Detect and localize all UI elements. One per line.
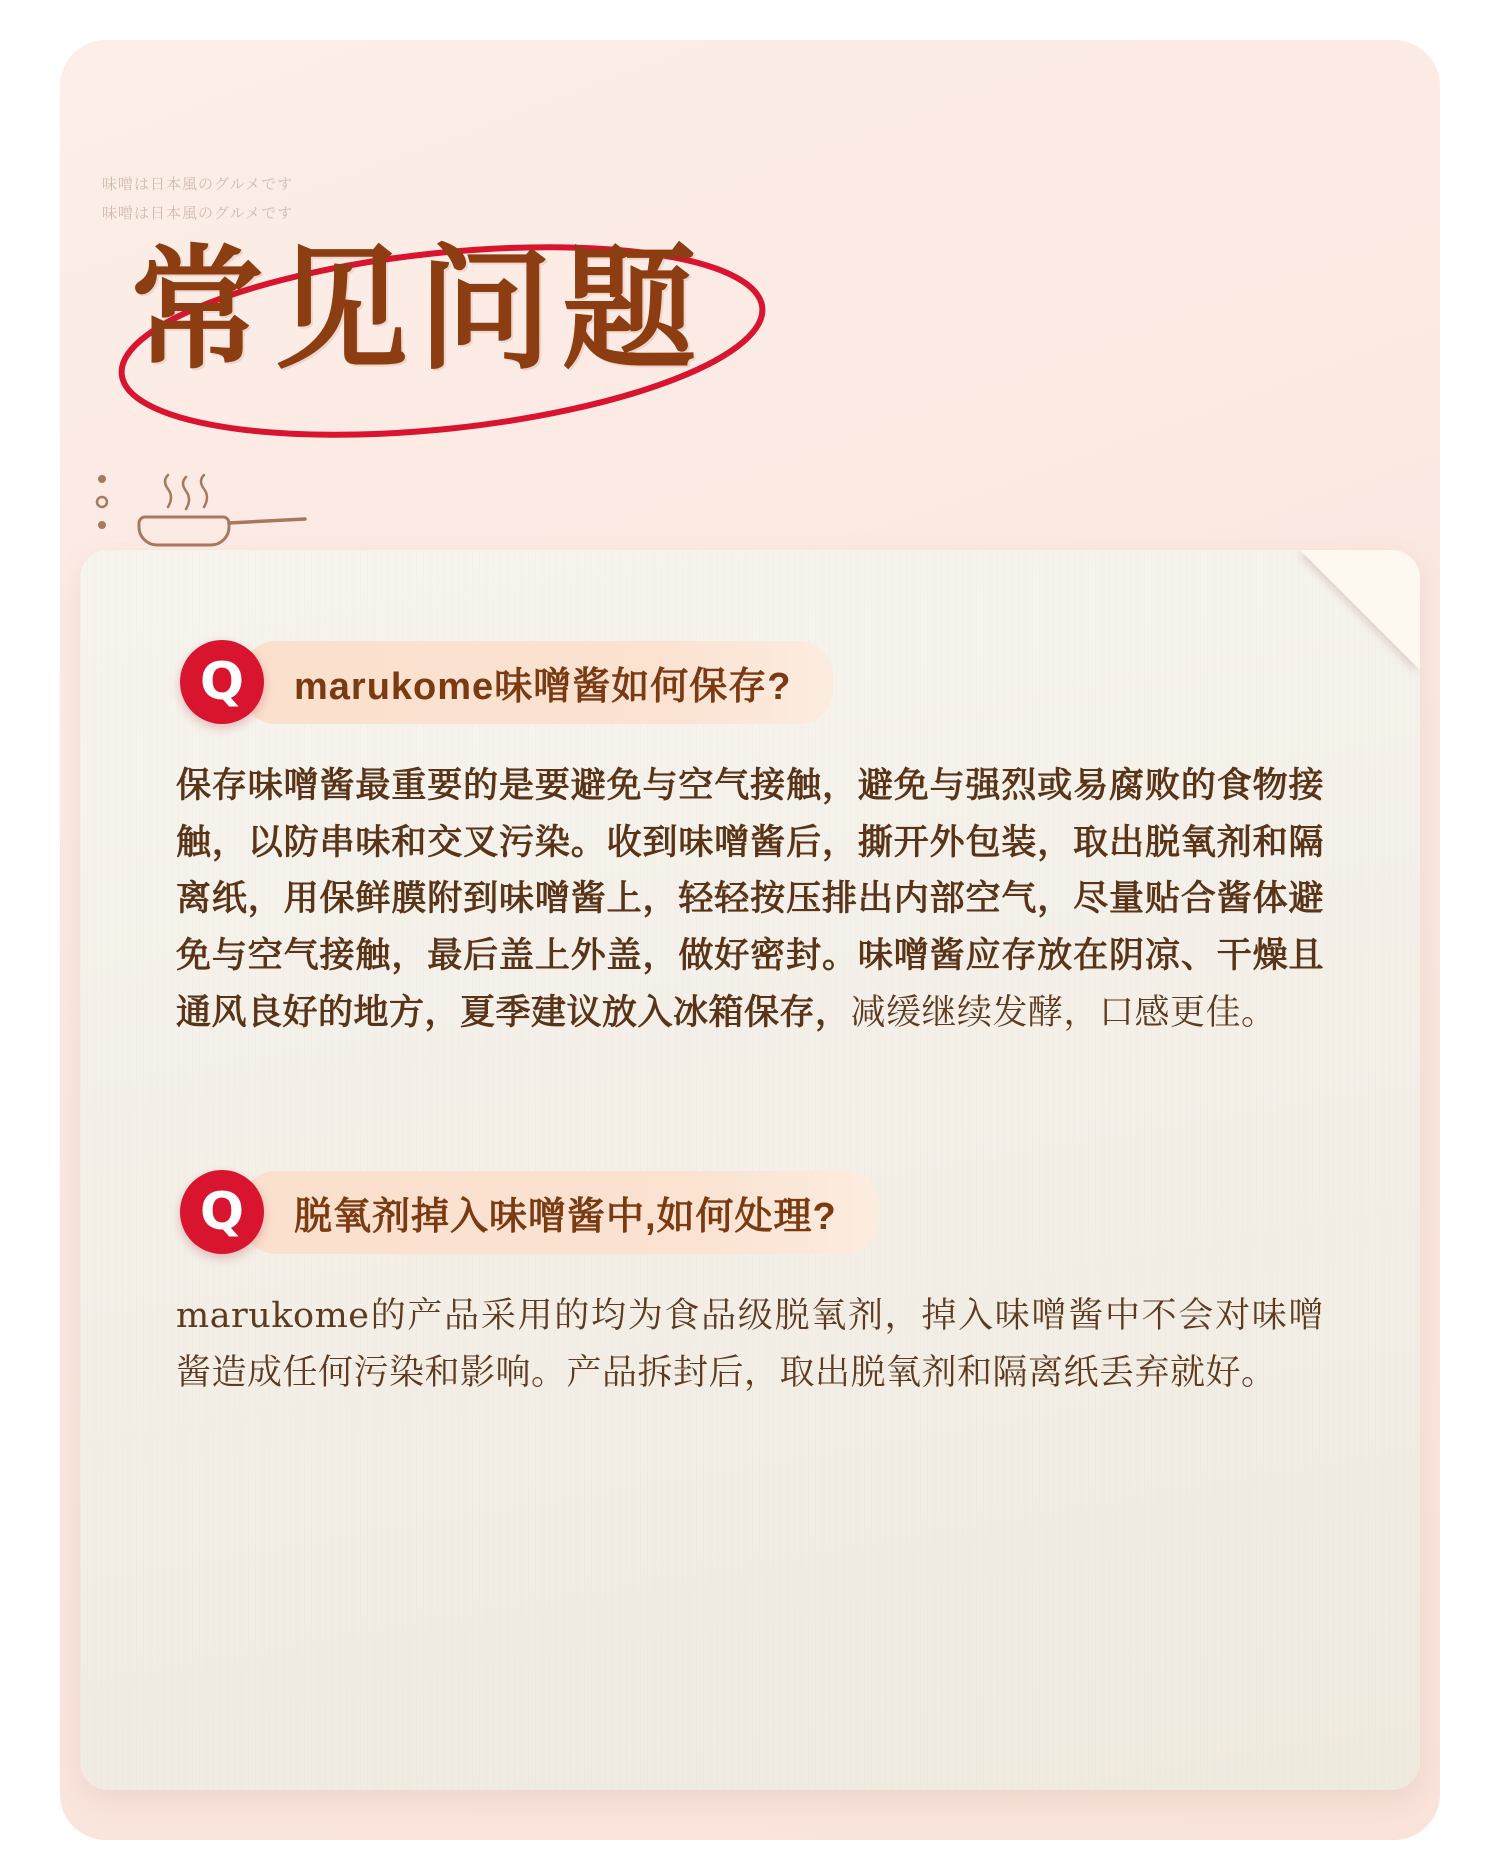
question-text: 脱氧剂掉入味噌酱中,如何处理? [242,1171,879,1254]
question-badge-icon: Q [180,1170,264,1254]
faq-item [80,640,1420,1041]
page-title-block [90,225,810,455]
faq-card [80,550,1420,1790]
answer-text-part1: 保存味噌酱最重要的是要避免与空气接触，避免与强烈或易腐败的食物接触，以防串味和交叉污染。收到味噌酱后，撕开外包装，取出脱氧剂和隔离纸，用保鲜膜附到味噌酱上，轻轻按压排出内部空气，尽量贴合酱体避免与空气接触，最后盖上外盖，做好密封。味噌酱应存放在阴凉、干燥且通风良好的地方，夏季建议放入冰箱保存， [176,765,1324,1033]
answer-text [176,1288,1324,1401]
question-row[interactable] [80,640,1420,724]
answer-text [176,758,1324,1041]
japanese-decor-line-1: 味噌は日本風のグルメです [102,175,294,193]
decor-icons [90,465,350,555]
question-badge-icon: Q [180,640,264,724]
pink-panel [60,40,1440,1840]
faq-item [80,1170,1420,1401]
answer-text-part1: marukome的产品采用的均为食品级脱氧剂，掉入味噌酱中不会对味噌酱造成任何污染和影响。产品拆封后，取出脱氧剂和隔离纸丢弃就好。 [176,1296,1324,1393]
question-text: marukome味噌酱如何保存? [242,641,833,724]
japanese-decor-text [102,170,293,227]
frying-pan-icon [90,465,350,555]
answer-text-part2: 减缓继续发酵，口感更佳。 [850,992,1277,1033]
question-row[interactable] [80,1170,1420,1254]
japanese-decor-line-2: 味噌は日本風のグルメです [102,203,294,222]
page-title: 常见问题 [130,232,707,388]
